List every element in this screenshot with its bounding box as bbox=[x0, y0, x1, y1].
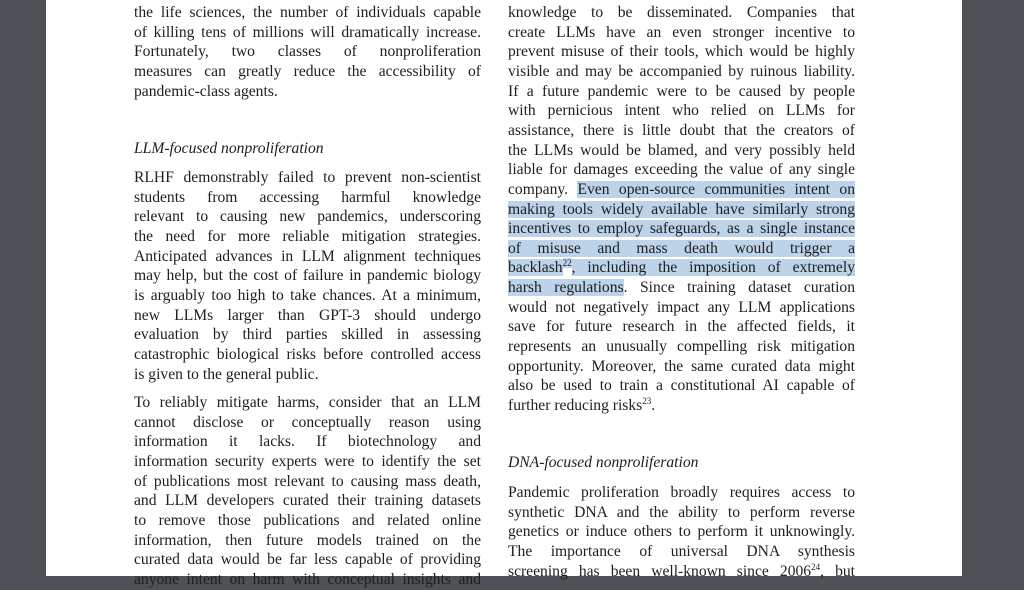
text-segment: The importance of universal DNA synthesis bbox=[508, 542, 855, 560]
text-line bbox=[508, 317, 855, 337]
text-segment: genetics or induce others to perform it unknowingly. bbox=[508, 523, 855, 541]
text-line bbox=[134, 266, 481, 286]
text-line bbox=[134, 452, 481, 472]
highlighted-text: of misuse and mass death would trigger a bbox=[508, 239, 855, 257]
text-segment: is given to the general public. bbox=[134, 365, 319, 383]
footnote-ref[interactable]: 24 bbox=[811, 561, 821, 572]
text-segment: save for future research in the affected fields, it bbox=[508, 318, 855, 336]
text-line bbox=[134, 62, 481, 82]
text-line bbox=[508, 376, 855, 396]
text-segment: create LLMs have an even stronger incentive to bbox=[508, 23, 855, 41]
text-segment: the life sciences, the number of individuals capable bbox=[134, 4, 481, 21]
text-line bbox=[508, 82, 855, 102]
text-segment: of publications most relevant to causing mass death, bbox=[134, 472, 481, 490]
text-segment: company. bbox=[508, 180, 578, 198]
text-segment: liable for damages exceeding the value of any single bbox=[508, 161, 855, 179]
text-line bbox=[134, 286, 481, 306]
footnote-ref[interactable]: 22 bbox=[562, 258, 572, 269]
text-segment: knowledge to be disseminated. Companies that bbox=[508, 4, 855, 21]
text-line bbox=[134, 188, 481, 208]
text-segment: visible and may be accompanied by ruinous liability. bbox=[508, 62, 855, 80]
text-segment: Fortunately, two classes of nonproliferation bbox=[134, 43, 481, 61]
text-line bbox=[508, 396, 855, 416]
right-column bbox=[508, 0, 856, 580]
text-line bbox=[508, 522, 855, 542]
text-segment: cannot disclose or conceptually reason using bbox=[134, 413, 481, 431]
text-line bbox=[134, 207, 481, 227]
text-segment: evaluation by third parties skilled in assessing bbox=[134, 326, 481, 344]
text-line bbox=[508, 503, 855, 523]
highlighted-text: harsh regulations bbox=[508, 279, 624, 297]
text-segment: opportunity. Moreover, the same curated data might bbox=[508, 357, 855, 375]
text-line bbox=[508, 23, 855, 43]
text-segment: also be used to train a constitutional AI capable of bbox=[508, 377, 855, 395]
text-segment: of killing tens of millions will dramatically increase. bbox=[134, 23, 481, 41]
highlighted-text: , including the imposition of extremely bbox=[571, 259, 855, 277]
text-line bbox=[508, 101, 855, 121]
text-line bbox=[134, 570, 481, 590]
text-line bbox=[134, 82, 481, 102]
text-segment: relevant to causing new pandemics, underscoring bbox=[134, 208, 481, 226]
text-line bbox=[134, 168, 481, 188]
text-segment: further reducing risks bbox=[508, 397, 643, 414]
text-line bbox=[134, 325, 481, 345]
text-segment: . bbox=[651, 397, 656, 414]
text-line bbox=[508, 200, 855, 220]
text-segment: measures can greatly reduce the accessibility of bbox=[134, 62, 481, 80]
text-line bbox=[508, 278, 855, 298]
highlighted-text: making tools widely available have similarly strong bbox=[508, 200, 855, 218]
text-segment: information security experts were to identify the set bbox=[134, 452, 481, 470]
text-line bbox=[508, 219, 855, 239]
text-line bbox=[134, 365, 481, 385]
footnote-ref[interactable]: 23 bbox=[642, 396, 652, 406]
text-segment: RLHF demonstrably failed to prevent non-scientist bbox=[134, 169, 481, 186]
section-heading-dna: DNA-focused nonproliferation bbox=[508, 454, 699, 471]
text-segment: would not negatively impact any LLM applications bbox=[508, 298, 855, 316]
highlighted-text: backlash bbox=[508, 259, 563, 277]
text-segment: screening has been well-known since 2006 bbox=[508, 562, 812, 580]
text-line bbox=[134, 531, 481, 551]
text-segment: to remove those publications and related online bbox=[134, 511, 481, 529]
text-line bbox=[134, 227, 481, 247]
text-line bbox=[134, 413, 481, 433]
text-line bbox=[508, 121, 855, 141]
left-column bbox=[134, 0, 481, 588]
text-segment: . Since training dataset curation bbox=[623, 279, 856, 297]
section-heading-llm: LLM-focused nonproliferation bbox=[134, 140, 324, 157]
text-segment: Anticipated advances in LLM alignment techniques bbox=[134, 247, 481, 265]
text-segment: represents an unusually compelling risk mitigation bbox=[508, 338, 855, 356]
text-segment: information, then future models trained on the bbox=[134, 531, 481, 549]
text-segment: new LLMs larger than GPT-3 should undergo bbox=[134, 306, 481, 324]
text-segment: anyone intent on harm with conceptual insights and bbox=[134, 570, 481, 588]
text-line bbox=[134, 345, 481, 365]
text-line bbox=[134, 550, 481, 570]
text-segment: synthetic DNA and the ability to perform reverse bbox=[508, 503, 855, 521]
text-line bbox=[134, 393, 481, 413]
text-line bbox=[508, 337, 855, 357]
text-line bbox=[508, 258, 855, 278]
text-line bbox=[508, 141, 855, 161]
text-line bbox=[134, 472, 481, 492]
text-line bbox=[508, 180, 855, 200]
text-segment: the need for more reliable mitigation strategies. bbox=[134, 227, 481, 245]
text-segment: , but bbox=[820, 562, 855, 580]
text-segment: is arguably too high to take chances. At a minimum, bbox=[134, 286, 481, 304]
text-segment: may help, but the cost of failure in pandemic biology bbox=[134, 267, 481, 285]
text-segment: catastrophic biological risks before controlled access bbox=[134, 345, 481, 363]
text-segment: information it lacks. If biotechnology and bbox=[134, 433, 481, 451]
text-segment: To reliably mitigate harms, consider that an LLM bbox=[134, 394, 481, 411]
text-line bbox=[508, 542, 855, 562]
text-line bbox=[508, 298, 855, 318]
text-line bbox=[134, 247, 481, 267]
text-line bbox=[508, 562, 855, 582]
text-segment: Pandemic proliferation broadly requires access to bbox=[508, 484, 855, 501]
text-segment: the LLMs would be blamed, and very possibly held bbox=[508, 141, 855, 159]
text-line bbox=[134, 306, 481, 326]
text-line bbox=[134, 3, 481, 23]
highlighted-text: incentives to employ safeguards, as a single instance bbox=[508, 220, 855, 238]
text-segment: with pernicious intent who relied on LLMs for bbox=[508, 102, 855, 120]
text-segment: assistance, there is little doubt that the creators of bbox=[508, 121, 855, 139]
text-line bbox=[134, 432, 481, 452]
text-segment: prevent misuse of their tools, which would be highly bbox=[508, 43, 855, 61]
text-segment: students from accessing harmful knowledge bbox=[134, 188, 481, 206]
text-line bbox=[508, 3, 855, 23]
text-line bbox=[134, 491, 481, 511]
text-segment: pandemic-class agents. bbox=[134, 82, 278, 100]
text-line bbox=[508, 483, 855, 503]
text-segment: If a future pandemic were to be caused by people bbox=[508, 82, 855, 100]
document-page bbox=[46, 0, 962, 588]
highlighted-text: Even open-source communities intent on bbox=[577, 180, 855, 198]
text-line bbox=[508, 239, 855, 259]
text-line bbox=[508, 62, 855, 82]
text-line bbox=[508, 160, 855, 180]
text-segment: curated data would be far less capable of providing bbox=[134, 551, 481, 569]
text-line bbox=[508, 357, 855, 377]
text-line bbox=[134, 511, 481, 531]
text-line bbox=[508, 42, 855, 62]
text-segment: and LLM developers curated their training datasets bbox=[134, 492, 481, 510]
text-line bbox=[134, 42, 481, 62]
text-line bbox=[134, 23, 481, 43]
